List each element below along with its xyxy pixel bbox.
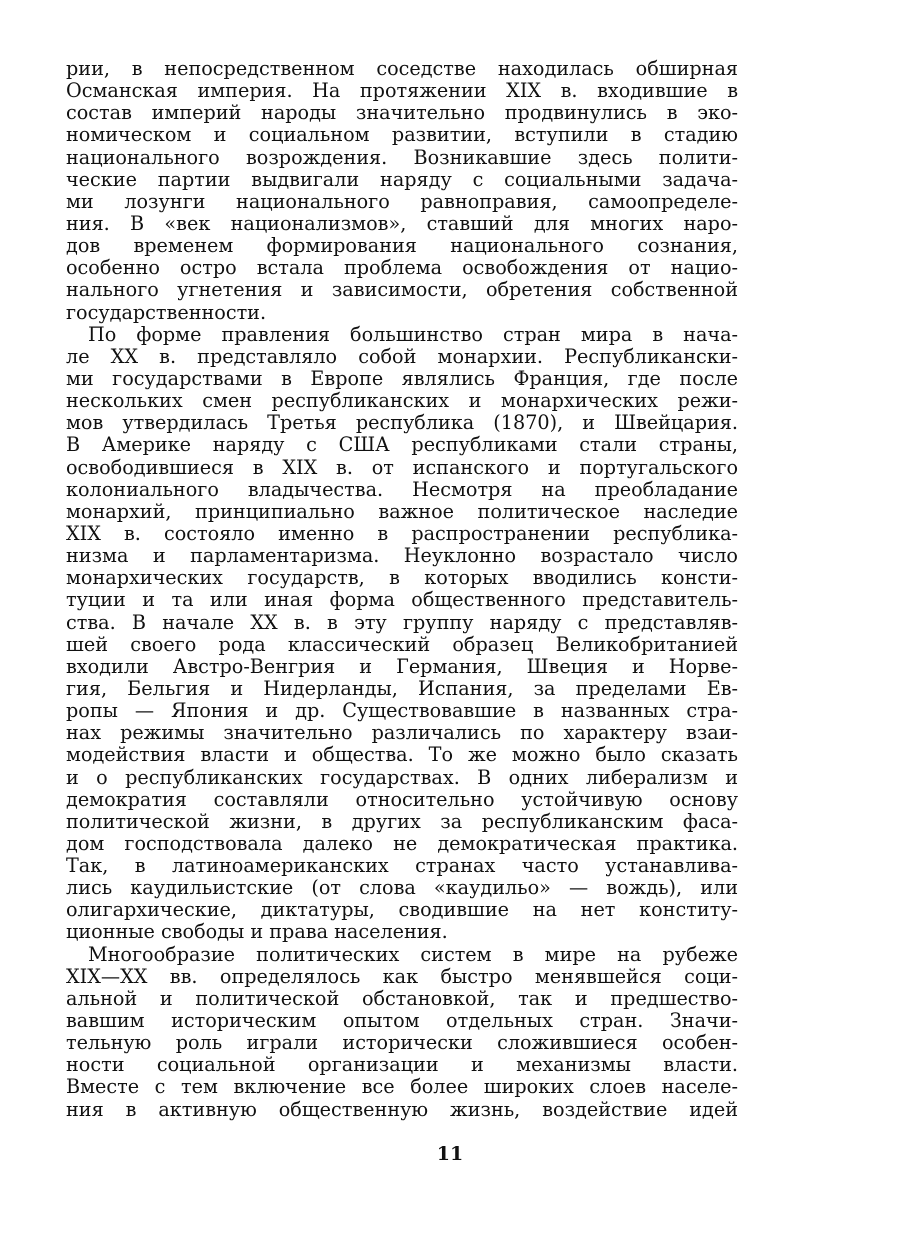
text-line: входили Австро-Венгрия и Германия, Швеция и Норве- xyxy=(66,654,738,678)
text-line: дов временем формирования национального сознания, xyxy=(66,234,738,258)
text-line: национального возрождения. Возникавшие здесь полити- xyxy=(66,145,738,169)
text-line: Вместе с тем включение все более широких слоев населе- xyxy=(66,1075,738,1099)
text-line: олигархические, диктатуры, сводившие на нет конститу- xyxy=(66,898,738,922)
text-line: ния. В «век национализмов», ставший для многих наро- xyxy=(66,211,738,235)
text-line: Османская империя. На протяжении XIX в. входившие в xyxy=(66,79,738,103)
text-line: Так, в латиноамериканских странах часто устанавлива- xyxy=(66,854,738,878)
paragraph-start: Многообразие политических систем в мире на рубеже xyxy=(88,942,738,966)
text-line: XIX—XX вв. определялось как быстро менявшейся соци- xyxy=(66,964,738,988)
text-line: ства. В начале XX в. в эту группу наряду с представляв- xyxy=(66,610,738,634)
text-line: номическом и социальном развитии, вступили в стадию xyxy=(66,123,738,147)
text-line: и о республиканских государствах. В одних либерализм и xyxy=(66,765,738,789)
paragraph-start: По форме правления большинство стран мира в нача- xyxy=(88,322,738,346)
page-number: 11 xyxy=(436,1143,464,1165)
text-line: рии, в непосредственном соседстве находилась обширная xyxy=(66,57,738,80)
text-line: гия, Бельгия и Нидерланды, Испания, за пределами Ев- xyxy=(66,676,738,700)
text-line: альной и политической обстановкой, так и предшество- xyxy=(66,986,738,1010)
text-line: ционные свободы и права населения. xyxy=(66,920,448,944)
text-line: ропы — Япония и др. Существовавшие в названных стра- xyxy=(66,699,738,723)
text-line: освободившиеся в XIX в. от испанского и португальского xyxy=(66,455,738,479)
text-line: политической жизни, в других за республиканским фаса- xyxy=(66,809,738,833)
text-line: ности социальной организации и механизмы власти. xyxy=(66,1053,738,1077)
text-line: низма и парламентаризма. Неуклонно возрастало число xyxy=(66,544,738,568)
text-line: монархических государств, в которых вводились консти- xyxy=(66,566,738,590)
text-line: нескольких смен республиканских и монархических режи- xyxy=(66,389,738,413)
text-line: дом господствовала далеко не демократическая практика. xyxy=(66,831,738,855)
text-line: состав империй народы значительно продвинулись в эко- xyxy=(66,101,738,125)
text-line: В Америке наряду с США республиками стали страны, xyxy=(66,433,738,457)
text-line: ми лозунги национального равноправия, самоопределе- xyxy=(66,189,738,213)
text-line: демократия составляли относительно устойчивую основу xyxy=(66,787,738,811)
text-line: колониального владычества. Несмотря на преобладание xyxy=(66,477,738,501)
text-line: государственности. xyxy=(66,300,267,324)
body-text xyxy=(66,58,738,1121)
text-line: ния в активную общественную жизнь, воздействие идей xyxy=(66,1097,738,1121)
text-line: тельную роль играли исторически сложившиеся особен- xyxy=(66,1031,738,1055)
text-line: нального угнетения и зависимости, обретения собственной xyxy=(66,278,738,302)
text-line: ле XX в. представляло собой монархии. Республикански- xyxy=(66,344,738,368)
text-line: туции и та или иная форма общественного представитель- xyxy=(66,588,738,612)
text-line: нах режимы значительно различались по характеру взаи- xyxy=(66,721,738,745)
text-line: ми государствами в Европе являлись Франция, где после xyxy=(66,366,738,390)
text-line: модействия власти и общества. То же можно было сказать xyxy=(66,743,738,767)
text-line: мов утвердилась Третья республика (1870), и Швейцария. xyxy=(66,411,738,435)
text-line: монархий, принципиально важное политическое наследие xyxy=(66,499,738,523)
text-line: особенно остро встала проблема освобождения от нацио- xyxy=(66,256,738,280)
text-line: шей своего рода классический образец Великобританией xyxy=(66,632,738,656)
text-line: ческие партии выдвигали наряду с социальными задача- xyxy=(66,167,738,191)
text-line: XIX в. состояло именно в распространении республика- xyxy=(66,521,738,545)
text-line: лись каудильистские (от слова «каудильо» — вождь), или xyxy=(66,876,738,900)
text-line: вавшим историческим опытом отдельных стран. Значи- xyxy=(66,1009,738,1033)
